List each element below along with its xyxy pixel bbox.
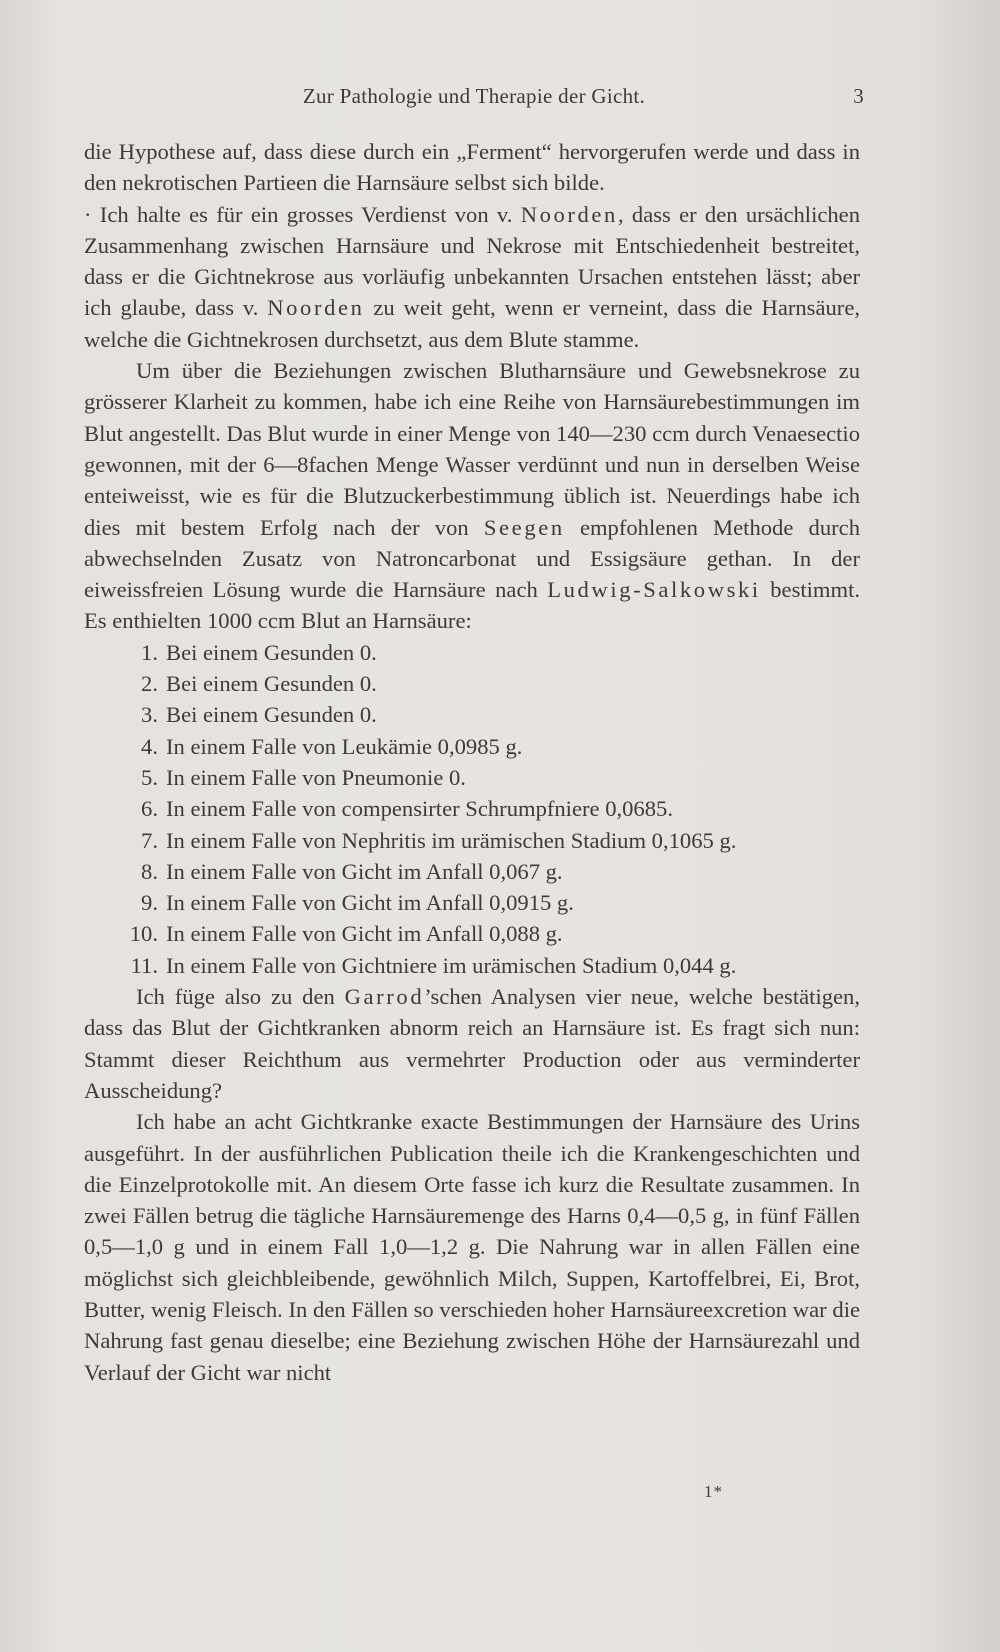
paragraph-4 [84,981,860,1106]
list-item [84,918,860,949]
paragraph-1 [84,136,860,199]
list-item [84,793,860,824]
list-item-text: In einem Falle von Gicht im Anfall 0,0915 g. [166,890,574,916]
list-item-number: 6. [141,796,158,822]
list-item [84,856,860,887]
list-item-number: 2. [141,671,158,697]
paragraph-2 [84,199,860,355]
list-item-number: 4. [141,733,158,759]
list-item-number: 9. [141,890,158,916]
list-item [84,762,860,793]
paragraph-4-text-a: Ich füge also zu den [136,984,335,1010]
list-item-text: Bei einem Gesunden 0. [166,671,377,697]
list-item [84,825,860,856]
list-item-text: In einem Falle von Gichtniere im urämischen Stadium 0,044 g. [166,952,737,978]
page-number: 3 [853,84,864,108]
paragraph-1-text: die Hypothese auf, dass diese durch ein „Ferment“ hervorgerufen werde und dass in den nekrotischen Partieen die Harnsäure selbst sich bilde. [84,139,860,196]
list-item-number: 1. [141,639,158,665]
list-item-text: In einem Falle von Gicht im Anfall 0,067 g. [166,858,563,884]
list-item [84,668,860,699]
signature-mark: 1* [704,1482,723,1501]
list-item-number: 7. [141,827,158,853]
list-item-text: In einem Falle von Gicht im Anfall 0,088 g. [166,921,563,947]
list-item-number: 10. [129,921,158,947]
list-item [84,887,860,918]
list-item-number: 11. [130,952,158,978]
list-item-text: In einem Falle von Nephritis im urämischen Stadium 0,1065 g. [166,827,737,853]
author-name-seegen: Seegen [483,514,565,540]
paragraph-3-text-b: empfohlenen Methode durch abwechselnden Zusatz von Natroncarbonat und Essigsäure gethan. In der eiweissfreien Lösung wurde die Harnsäure nach [84,514,860,603]
list-item [84,637,860,668]
paragraph-2-text-c: zu weit geht, wenn er verneint, dass die Harnsäure, welche die Gichtnekrosen durchsetzt, aus dem Blute stamme. [84,295,860,352]
running-title: Zur Pathologie und Therapie der Gicht. [302,84,646,108]
paragraph-3-text-a: Um über die Beziehungen zwischen Blutharnsäure und Gewebsnekrose zu grösserer Klarheit zu kommen, habe ich eine Reihe von Harnsäurebestimmungen im Blut angestellt. Das Blut wurde in einer Menge von 140—230 ccm durch Venaesectio gewonnen, mit der 6—8fachen Menge Wasser verdünnt und nun in derselben Weise enteiweisst, wie es für die Blutzuckerbestimmung üblich ist. Neuerdings habe ich dies mit bestem Erfolg nach der von [84,358,860,540]
list-item [84,950,860,981]
body-text [84,136,860,1388]
list-item-text: Bei einem Gesunden 0. [166,639,377,665]
paragraph-2-text-a: · Ich halte es für ein grosses Verdienst von v. [84,201,513,227]
paragraph-5-text: Ich habe an acht Gichtkranke exacte Bestimmungen der Harnsäure des Urins ausgeführt. In der ausführlichen Publication theile ich die Krankengeschichten und die Einzelprotokolle mit. An diesem Orte fasse ich kurz die Resultate zusammen. In zwei Fällen betrug die tägliche Harnsäuremenge des Harns 0,4—0,5 g, in fünf Fällen 0,5—1,0 g und in einem Fall 1,0—1,2 g. Die Nahrung war in allen Fällen eine möglichst sich gleichbleibende, gewöhnlich Milch, Suppen, Kartoffelbrei, Ei, Brot, Butter, wenig Fleisch. In den Fällen so verschieden hoher Harnsäureexcretion war die Nahrung fast genau dieselbe; eine Beziehung zwischen Höhe der Harnsäurezahl und Verlauf der Gicht war nicht [84,1109,860,1385]
list-item-number: 3. [141,702,158,728]
author-name-ludwig-salkowski: Ludwig-Salkowski [547,577,761,603]
list-item-text: In einem Falle von Leukämie 0,0985 g. [166,733,523,759]
paragraph-2-text-b: , dass er den ursächlichen Zusammenhang zwischen Harnsäure und Nekrose mit Entschiedenheit bestreitet, dass er die Gichtnekrose aus vorläufig unbekannten Ursachen entstehen lässt; aber ich glaube, dass v. [84,201,861,321]
author-name-noorden: Noorden [520,201,618,227]
list-item-number: 8. [141,858,158,884]
author-name-garrod: Garrod [344,984,425,1010]
results-list [84,637,860,981]
paragraph-4-text-b: ’schen Analysen vier neue, welche bestätigen, dass das Blut der Gichtkranken abnorm reich an Harnsäure ist. Es fragt sich nun: Stammt dieser Reichthum aus vermehrter Production oder aus verminderter Ausscheidung? [84,984,860,1103]
paragraph-3 [84,355,860,637]
list-item-text: In einem Falle von compensirter Schrumpfniere 0,0685. [166,796,673,822]
paragraph-3-text-c: bestimmt. Es enthielten 1000 ccm Blut an Harnsäure: [84,577,860,634]
list-item-number: 5. [141,764,158,790]
list-item-text: Bei einem Gesunden 0. [166,702,377,728]
author-name-noorden-2: Noorden [267,295,365,321]
paragraph-5 [84,1106,860,1388]
list-item [84,699,860,730]
list-item [84,731,860,762]
list-item-text: In einem Falle von Pneumonie 0. [166,764,466,790]
